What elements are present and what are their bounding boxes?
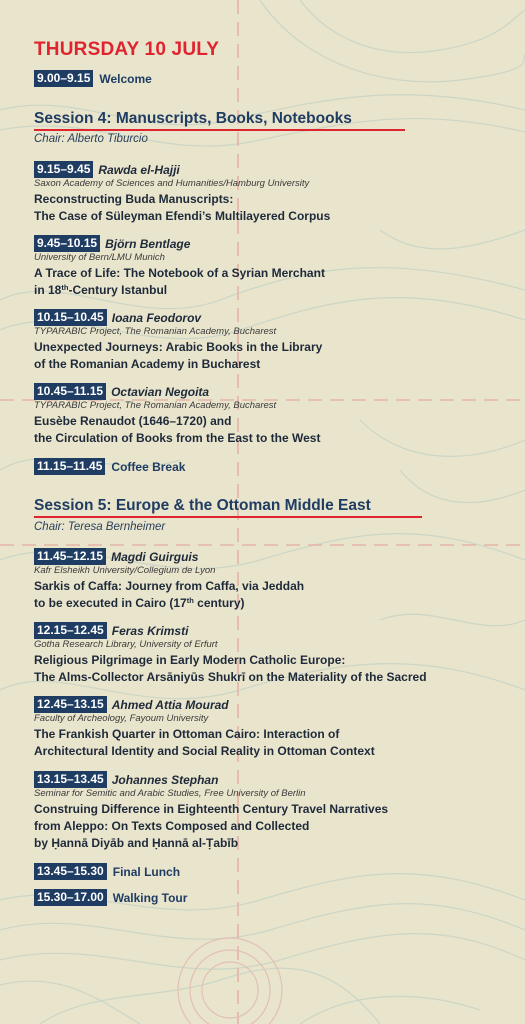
speaker-affiliation: University of Bern/LMU Munich xyxy=(34,252,165,263)
talk-row xyxy=(34,622,188,639)
speaker-name: Magdi Guirguis xyxy=(111,549,199,564)
talk-title-line: Sarkis of Caffa: Journey from Caffa, via Jeddah xyxy=(34,579,305,593)
speaker-name: Björn Bentlage xyxy=(105,236,191,251)
talk-title xyxy=(34,339,322,373)
speaker-name: Feras Krimsti xyxy=(111,623,189,638)
day-title: THURSDAY 10 JULY xyxy=(34,39,220,60)
talk-title-line: by Ḥannā Diyāb and Ḥannā al-Ṭabīb xyxy=(34,836,239,850)
talk-title xyxy=(34,191,330,225)
time-badge: 10.15–10.45 xyxy=(34,309,107,326)
talk-title-line: in 18th-Century Istanbul xyxy=(34,283,168,297)
time-badge: 9.45–10.15 xyxy=(34,235,100,252)
talk-title-line: Reconstructing Buda Manuscripts: xyxy=(34,192,234,206)
welcome-label: Welcome xyxy=(99,71,152,86)
talk-title-line: A Trace of Life: The Notebook of a Syrian Merchant xyxy=(34,266,325,280)
talk-title-line: The Case of Süleyman Efendi’s Multilayered Corpus xyxy=(34,209,331,223)
speaker-name: Octavian Negoita xyxy=(111,384,210,399)
session-4-title: Session 4: Manuscripts, Books, Notebooks xyxy=(34,110,352,127)
speaker-name: Rawda el-Hajji xyxy=(98,162,180,177)
talk-title-line: Eusèbe Renaudot (1646–1720) and xyxy=(34,414,232,428)
speaker-affiliation: Saxon Academy of Sciences and Humanities/Hamburg University xyxy=(34,178,310,189)
time-badge: 11.15–11.45 xyxy=(34,458,105,475)
time-badge: 10.45–11.15 xyxy=(34,383,106,400)
talk-title-line: The Frankish Quarter in Ottoman Cairo: Interaction of xyxy=(34,727,340,741)
talk-title xyxy=(34,578,304,612)
talk-row xyxy=(34,161,180,178)
session-4-underline xyxy=(34,129,405,131)
time-badge: 13.15–13.45 xyxy=(34,771,107,788)
talk-title xyxy=(34,801,388,852)
speaker-name: Ahmed Attia Mourad xyxy=(111,697,229,712)
speaker-affiliation: TYPARABIC Project, The Romanian Academy, Bucharest xyxy=(34,326,277,337)
session-5-chair: Chair: Teresa Bernheimer xyxy=(34,521,166,533)
talk-title-line: from Aleppo: On Texts Composed and Collected xyxy=(34,819,310,833)
walking-tour-label: Walking Tour xyxy=(112,890,188,905)
speaker-affiliation: Gotha Research Library, University of Erfurt xyxy=(34,639,218,650)
talk-title-line: The Alms-Collector Arsāniyūs Shukrī on the Materiality of the Sacred xyxy=(34,670,427,684)
talk-title-line: of the Romanian Academy in Bucharest xyxy=(34,357,261,371)
session-4-chair: Chair: Alberto Tiburcio xyxy=(34,133,148,145)
talk-title-line: to be executed in Cairo (17th century) xyxy=(34,596,245,610)
talk-title xyxy=(34,726,375,760)
talk-title xyxy=(34,413,320,447)
session-5-title: Session 5: Europe & the Ottoman Middle East xyxy=(34,497,371,514)
speaker-affiliation: Faculty of Archeology, Fayoum University xyxy=(34,713,209,724)
talk-row xyxy=(34,383,209,400)
speaker-affiliation: Seminar for Semitic and Arabic Studies, Free University of Berlin xyxy=(34,788,306,799)
talk-title-line: Unexpected Journeys: Arabic Books in the Library xyxy=(34,340,323,354)
time-badge: 13.45–15.30 xyxy=(34,863,107,880)
talk-row xyxy=(34,548,198,565)
talk-title-line: Construing Difference in Eighteenth Century Travel Narratives xyxy=(34,802,389,816)
talk-title-line: Religious Pilgrimage in Early Modern Catholic Europe: xyxy=(34,653,346,667)
time-badge: 9.15–9.45 xyxy=(34,161,93,178)
time-badge: 12.15–12.45 xyxy=(34,622,107,639)
time-badge: 12.45–13.15 xyxy=(34,696,107,713)
schedule-item-coffee-break xyxy=(34,458,185,475)
time-badge: 11.45–12.15 xyxy=(34,548,106,565)
schedule-item-walking-tour xyxy=(34,889,187,906)
talk-title-line: Architectural Identity and Social Reality in Ottoman Context xyxy=(34,744,375,758)
speaker-name: Ioana Feodorov xyxy=(111,310,202,325)
schedule-item-final-lunch xyxy=(34,863,180,880)
talk-row xyxy=(34,696,229,713)
speaker-name: Johannes Stephan xyxy=(111,772,219,787)
speaker-affiliation: TYPARABIC Project, The Romanian Academy, Bucharest xyxy=(34,400,277,411)
speaker-affiliation: Kafr Elsheikh University/Collegium de Lyon xyxy=(34,565,216,576)
final-lunch-label: Final Lunch xyxy=(112,864,181,879)
talk-row xyxy=(34,235,190,252)
talk-row xyxy=(34,309,201,326)
session-5-underline xyxy=(34,516,422,518)
talk-title xyxy=(34,265,325,299)
coffee-break-label: Coffee Break xyxy=(111,459,186,474)
talk-title-line: the Circulation of Books from the East to the West xyxy=(34,431,321,445)
talk-title xyxy=(34,652,427,686)
schedule-item-welcome xyxy=(34,70,152,87)
time-badge: 15.30–17.00 xyxy=(34,889,107,906)
time-badge: 9.00–9.15 xyxy=(34,70,93,87)
talk-row xyxy=(34,771,218,788)
